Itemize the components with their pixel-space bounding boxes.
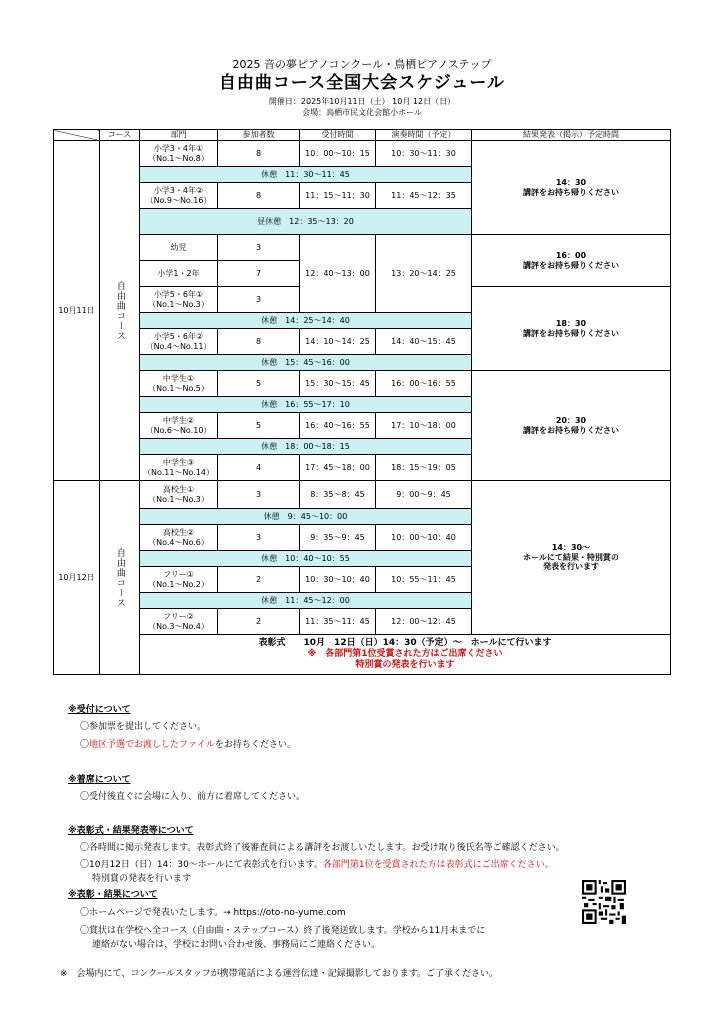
performance: 9：00～9：45 bbox=[376, 481, 472, 509]
event-venue: 会場：鳥栖市民文化会館小ホール bbox=[302, 108, 422, 117]
dept-range: （No.1～No.3） bbox=[148, 299, 209, 309]
break-label: 休憩 9：45～10：00 bbox=[140, 509, 472, 525]
performance: 14：40～15：45 bbox=[376, 329, 472, 355]
ceremony-row bbox=[54, 635, 671, 675]
day1-course-label: 自由曲コース bbox=[114, 280, 125, 341]
break-label: 休憩 18：00～18：15 bbox=[140, 439, 472, 455]
section-results: ※表彰・結果について bbox=[68, 890, 158, 900]
note-line: 〇賞状は在学校へ全コース（自由曲・ステップコース）終了後発送致します。学校から11月末までに bbox=[80, 926, 486, 936]
dept: フリー② bbox=[163, 611, 194, 621]
break-label: 休憩 11：45～12：00 bbox=[140, 593, 472, 609]
ceremony-line3: 特別賞の発表を行います bbox=[355, 659, 455, 670]
break-label: 昼休憩 12：35～13：20 bbox=[140, 209, 472, 235]
performance: 10：30～11：30 bbox=[376, 141, 472, 167]
col-course: コース bbox=[100, 130, 140, 141]
dept-range: （No.4～No.11） bbox=[145, 341, 212, 351]
dept: 小学5・6年① bbox=[153, 289, 204, 299]
col-reception: 受付時間 bbox=[300, 130, 376, 141]
dept-range: （No.11～No.14） bbox=[143, 467, 214, 477]
count: 3 bbox=[218, 235, 300, 261]
schedule-table bbox=[53, 129, 671, 675]
dept: 中学生② bbox=[162, 415, 195, 425]
day1-course bbox=[100, 141, 140, 481]
performance: 10：00～10：40 bbox=[376, 525, 472, 551]
note-line: 〇ホームページで発表いたします。→ https://oto-no-yume.com bbox=[80, 908, 346, 918]
dept-range: （No.1～No.8） bbox=[148, 153, 209, 163]
performance: 18：15～19：05 bbox=[376, 455, 472, 481]
day2-course-label: 自由曲コース bbox=[114, 547, 125, 608]
col-dept: 部門 bbox=[140, 130, 218, 141]
break-label: 休憩 10：40～10：55 bbox=[140, 551, 472, 567]
performance: 12：00～12：45 bbox=[376, 609, 472, 635]
count: 2 bbox=[218, 567, 300, 593]
reception: 15：30～15：45 bbox=[300, 371, 376, 397]
page-title: 自由曲コース全国大会スケジュール bbox=[218, 73, 506, 93]
count: 3 bbox=[218, 287, 300, 313]
footer-note: ※ 会場内にて、コンクールスタッフが携帯電話による運営伝達・記録撮影しております。ご了承ください。 bbox=[60, 969, 499, 979]
col-results: 結果発表（掲示）予定時間 bbox=[472, 130, 671, 141]
result-block-4 bbox=[472, 371, 671, 481]
day2-course bbox=[100, 481, 140, 675]
result-msg: 講評をお持ち帰りください bbox=[523, 425, 619, 435]
note-line bbox=[80, 737, 296, 750]
performance: 13：20～14：25 bbox=[376, 235, 472, 313]
reception: 8：35～8：45 bbox=[300, 481, 376, 509]
ceremony-line2: ※ 各部門第1位受賞された方はご出席ください bbox=[307, 649, 503, 660]
ceremony-cell bbox=[140, 635, 671, 675]
ceremony-line1: 表彰式 10月 12日（日）14：30（予定）～ ホールにて行います bbox=[258, 638, 552, 649]
dept: 中学生① bbox=[162, 373, 195, 383]
dept: フリー① bbox=[163, 569, 194, 579]
result-msg: 講評をお持ち帰りください bbox=[523, 187, 619, 197]
performance: 17：10～18：00 bbox=[376, 413, 472, 439]
table-row bbox=[54, 371, 671, 397]
result-msg: 講評をお持ち帰りください bbox=[523, 328, 619, 338]
count: 8 bbox=[218, 141, 300, 167]
count: 7 bbox=[218, 261, 300, 287]
count: 3 bbox=[218, 525, 300, 551]
section-seating: ※着席について bbox=[68, 775, 131, 785]
day2-date: 10月12日 bbox=[54, 481, 100, 675]
note-highlight: 各部門第1位を受賞された方は表彰式にご出席ください。 bbox=[322, 860, 554, 870]
reception: 9：35～9：45 bbox=[300, 525, 376, 551]
result-time: 20：30 bbox=[555, 415, 587, 425]
section-ceremony: ※表彰式・結果発表等について bbox=[68, 826, 194, 836]
result-block-day2 bbox=[472, 481, 671, 635]
event-name: 2025 音の夢ピアノコンクール・鳥栖ピアノステップ bbox=[232, 58, 492, 71]
result-msg-2: 発表を行います bbox=[543, 562, 599, 572]
col-count: 参加者数 bbox=[218, 130, 300, 141]
count: 2 bbox=[218, 609, 300, 635]
dept: 幼児 bbox=[140, 235, 218, 261]
dept-range: （No.9～No.16） bbox=[145, 195, 212, 205]
dept: 小学3・4年① bbox=[153, 143, 204, 153]
dept-range: （No.4～No.6） bbox=[148, 537, 209, 547]
table-header-row bbox=[54, 130, 671, 141]
break-label: 休憩 15：45～16：00 bbox=[140, 355, 472, 371]
dept: 小学5・6年② bbox=[153, 331, 204, 341]
section-reception: ※受付について bbox=[68, 705, 131, 715]
reception: 16：40～16：55 bbox=[300, 413, 376, 439]
reception: 11：35～11：45 bbox=[300, 609, 376, 635]
break-label: 休憩 16：55～17：10 bbox=[140, 397, 472, 413]
qr-code-icon bbox=[582, 880, 626, 924]
event-dates: 開催日：2025年10月11日（土） 10月 12日（日） bbox=[268, 97, 456, 106]
dept: 高校生① bbox=[162, 484, 195, 494]
result-msg: ホールにて結果・特別賞の bbox=[523, 552, 619, 562]
note-highlight: 地区予選でお渡ししたファイル bbox=[89, 740, 215, 750]
result-block-1 bbox=[472, 141, 671, 235]
performance: 10：55～11：45 bbox=[376, 567, 472, 593]
count: 8 bbox=[218, 183, 300, 209]
count: 5 bbox=[218, 413, 300, 439]
dept: 高校生② bbox=[162, 527, 195, 537]
dept: 小学1・2年 bbox=[140, 261, 218, 287]
reception: 10：00～10：15 bbox=[300, 141, 376, 167]
dept: 中学生③ bbox=[162, 457, 195, 467]
dept-range: （No.1～No.2） bbox=[148, 579, 209, 589]
note-line: 〇参加票を提出してください。 bbox=[80, 722, 207, 732]
result-time: 14：30～ bbox=[551, 543, 591, 553]
note-line: 〇各時間に掲示発表します。表彰式終了後審査員による講評をお渡しいたします。お受け取り後氏名等ご確認ください。 bbox=[80, 843, 565, 853]
note-line: 〇受付後直ぐに会場に入り、前方に着席してください。 bbox=[80, 792, 306, 802]
performance: 16：00～16：55 bbox=[376, 371, 472, 397]
reception: 14：10～14：25 bbox=[300, 329, 376, 355]
note-text: をお持ちください。 bbox=[214, 740, 296, 750]
reception: 17：45～18：00 bbox=[300, 455, 376, 481]
dept-range: （No.6～No.10） bbox=[145, 425, 212, 435]
count: 8 bbox=[218, 329, 300, 355]
dept-range: （No.1～No.3） bbox=[148, 494, 209, 504]
count: 3 bbox=[218, 481, 300, 509]
note-line: 特別賞の発表を行います bbox=[92, 874, 192, 884]
result-msg: 講評をお持ち帰りください bbox=[523, 260, 619, 270]
reception: 10：30～10：40 bbox=[300, 567, 376, 593]
dept-range: （No.1～No.5） bbox=[148, 383, 209, 393]
result-block-3 bbox=[472, 287, 671, 371]
note-text: 〇10月12日（日）14：30～ホールにて表彰式を行います。 bbox=[80, 860, 323, 870]
count: 4 bbox=[218, 455, 300, 481]
reception: 11：15～11：30 bbox=[300, 183, 376, 209]
table-row bbox=[54, 481, 671, 509]
result-time: 16：00 bbox=[555, 250, 587, 260]
reception: 12：40～13：00 bbox=[300, 235, 376, 313]
table-row bbox=[54, 235, 671, 261]
note-line: 連絡がない場合は、学校にお問い合わせ後、事務局にご連絡ください。 bbox=[92, 940, 381, 950]
result-time: 14：30 bbox=[555, 177, 587, 187]
col-performance: 演奏時間（予定） bbox=[376, 130, 472, 141]
result-block-2 bbox=[472, 235, 671, 287]
note-bullet: 〇 bbox=[80, 740, 90, 750]
performance: 11：45～12：35 bbox=[376, 183, 472, 209]
result-time: 18：30 bbox=[555, 318, 587, 328]
count: 5 bbox=[218, 371, 300, 397]
corner-cell bbox=[54, 130, 100, 141]
table-row bbox=[54, 141, 671, 167]
break-label: 休憩 14：25～14：40 bbox=[140, 313, 472, 329]
note-line bbox=[80, 857, 554, 870]
dept: 小学3・4年② bbox=[153, 185, 204, 195]
break-label: 休憩 11：30～11：45 bbox=[140, 167, 472, 183]
day1-date: 10月11日 bbox=[54, 141, 100, 481]
dept-range: （No.3～No.4） bbox=[148, 621, 209, 631]
